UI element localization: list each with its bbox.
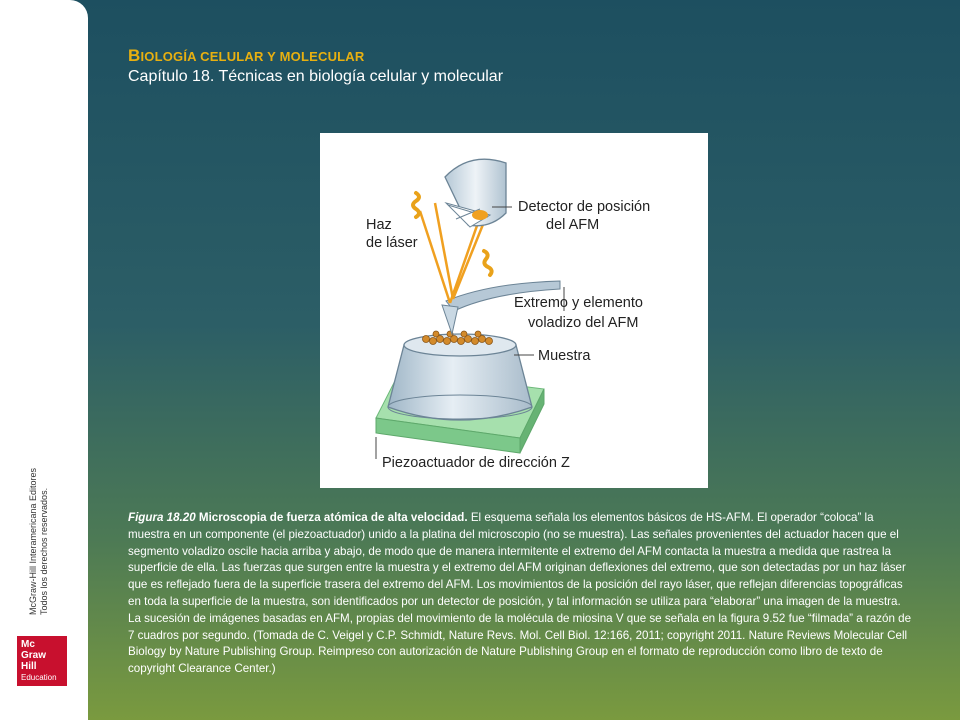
- label-tip-2: voladizo del AFM: [528, 315, 639, 331]
- copyright-line-2: Todos los derechos reservados.: [39, 487, 49, 615]
- figure-number: Figura 18.20: [128, 511, 196, 524]
- copyright-line-1: McGraw-Hill Interamericana Editores: [28, 467, 38, 615]
- book-title: [128, 46, 503, 66]
- logo-text-4: Education: [21, 673, 57, 682]
- afm-figure: [320, 133, 708, 488]
- label-laser-1: Haz: [366, 217, 392, 233]
- book-title-rest: IOLOGÍA CELULAR Y MOLECULAR: [140, 49, 365, 64]
- position-detector: [445, 159, 506, 227]
- book-title-initial: B: [128, 46, 141, 65]
- copyright-notice: [28, 468, 50, 615]
- header: [128, 46, 503, 86]
- logo-text-2: Graw: [21, 650, 47, 661]
- logo-text-3: Hill: [21, 661, 37, 672]
- caption-text: El esquema señala los elementos básicos de HS-AFM. El operador “coloca” la muestra en un componente (el piezoactuador) unido a la platina del microscopio (no se muestra). Las señales provenientes del actuador hacen que el segmento voladizo oscile hacia arriba y abajo, de modo que de manera intermitente el extremo del AFM contacta la muestra a medida que rastrea la superficie de ella. Las fuerzas que surgen entre la muestra y el extremo del AFM originan deflexiones del extremo, que son detectadas por un haz láser que es reflejado fuera de la superficie trasera del extremo del AFM. Los movimientos de la posición del rayo láser, que reflejan diferencias topográficas en toda la superficie de la muestra, son identificados por un detector de posición, y tal información se utiliza para “elaborar” una imagen de la muestra. La sucesión de imágenes basadas en AFM, propias del movimiento de la molécula de miosina V que se señala en la figura 9.52 fue “filmada” a razón de 7 cuadros por segundo. (Tomada de C. Veigel y C.P. Schmidt, Nature Revs. Mol. Cell Biol. 12:166, 2011; copyright 2011. Nature Reviews Molecular Cell Biology by Nature Publishing Group. Reimpreso con autorización de Nature Publishing Group en el formato de reproducción como libro de texto de copyright Clearance Center.): [128, 511, 912, 676]
- sample-cone: [388, 334, 532, 420]
- label-piezo: Piezoactuador de dirección Z: [382, 455, 570, 471]
- logo-text-1: Mc: [21, 639, 35, 650]
- side-panel: [0, 0, 88, 720]
- label-detector-2: del AFM: [546, 217, 600, 233]
- chapter-subtitle: Capítulo 18. Técnicas en biología celular y molecular: [128, 68, 504, 85]
- figure-caption: [128, 510, 912, 678]
- afm-diagram: [320, 133, 708, 488]
- label-tip-1: Extremo y elemento: [514, 295, 643, 311]
- sample-molecules: [423, 331, 493, 345]
- label-laser-2: de láser: [366, 235, 418, 251]
- label-detector-1: Detector de posición: [518, 199, 651, 215]
- label-sample: Muestra: [538, 348, 591, 364]
- publisher-logo: [17, 636, 67, 686]
- figure-title: Microscopia de fuerza atómica de alta velocidad.: [198, 511, 468, 524]
